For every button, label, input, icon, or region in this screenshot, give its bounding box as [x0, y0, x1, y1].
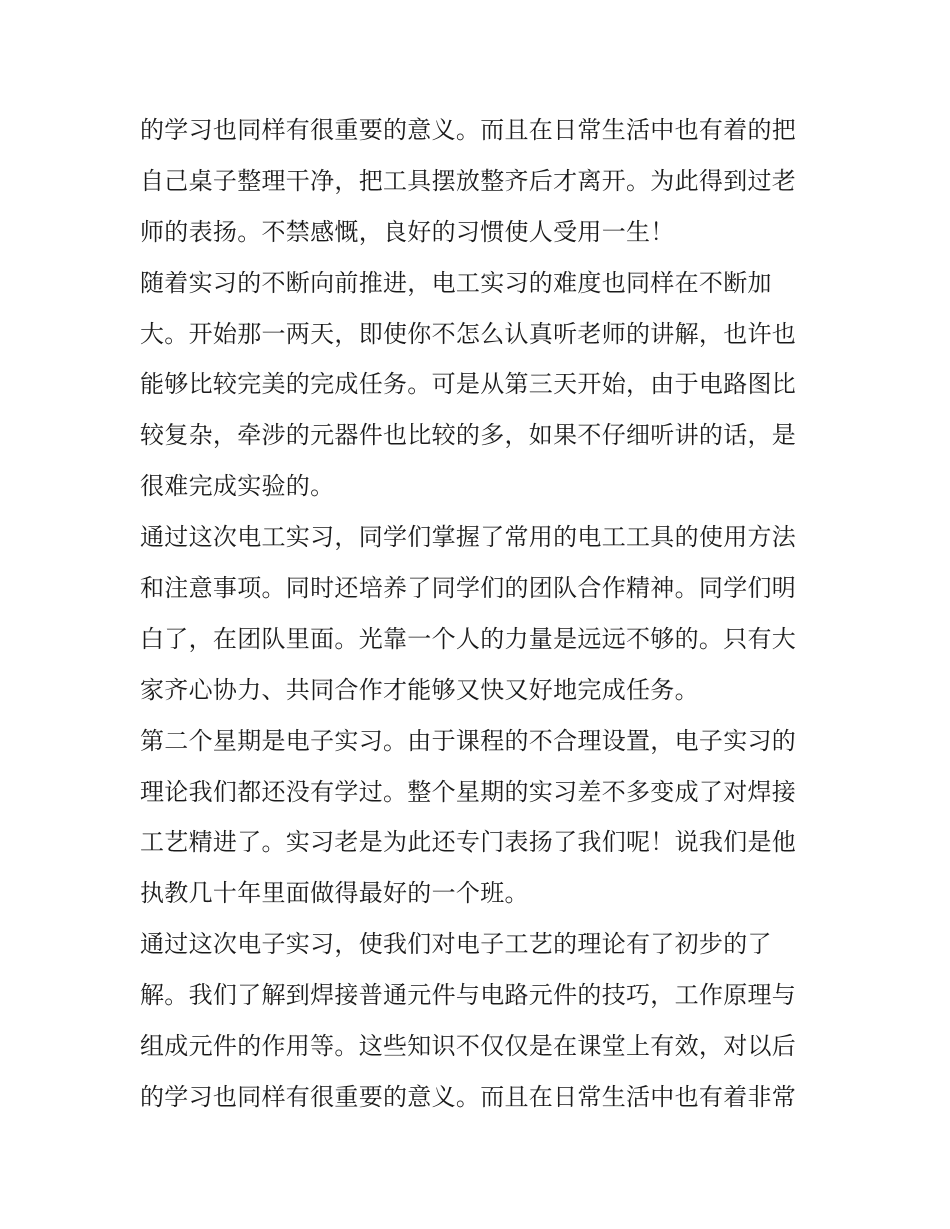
- text-line: 能够比较完美的完成任务。可是从第三天开始，由于电路图比: [140, 370, 797, 399]
- text-line: 较复杂，牵涉的元器件也比较的多，如果不仔细听讲的话，是: [140, 421, 797, 450]
- text-line: 随着实习的不断向前推进，电工实习的难度也同样在不断加: [140, 268, 772, 297]
- text-line: 家齐心协力、共同合作才能够又快又好地完成任务。: [140, 675, 699, 704]
- text-line: 执教几十年里面做得最好的一个班。: [140, 879, 529, 908]
- text-line: 的学习也同样有很重要的意义。而且在日常生活中也有着非常: [140, 1082, 797, 1111]
- text-line: 通过这次电子实习，使我们对电子工艺的理论有了初步的了: [140, 930, 772, 959]
- text-line: 自己桌子整理干净，把工具摆放整齐后才离开。为此得到过老: [140, 166, 797, 195]
- text-line: 第二个星期是电子实习。由于课程的不合理设置，电子实习的: [140, 726, 797, 755]
- body-text: [140, 105, 820, 1123]
- text-line: 大。开始那一两天，即使你不怎么认真听老师的讲解，也许也: [140, 319, 797, 348]
- text-line: 的学习也同样有很重要的意义。而且在日常生活中也有着的把: [140, 116, 797, 144]
- text-line: 白了，在团队里面。光靠一个人的力量是远远不够的。只有大: [140, 624, 797, 653]
- text-line: 通过这次电工实习，同学们掌握了常用的电工工具的使用方法: [140, 523, 797, 552]
- text-line: 解。我们了解到焊接普通元件与电路元件的技巧，工作原理与: [140, 981, 797, 1010]
- text-line: 很难完成实验的。: [140, 472, 335, 501]
- text-line: 理论我们都还没有学过。整个星期的实习差不多变成了对焊接: [140, 777, 797, 806]
- text-line: 工艺精进了。实习老是为此还专门表扬了我们呢！说我们是他: [140, 828, 797, 857]
- text-line: 和注意事项。同时还培养了同学们的团队合作精神。同学们明: [140, 574, 797, 603]
- text-line: 师的表扬。不禁感慨，良好的习惯使人受用一生！: [140, 217, 675, 246]
- text-line: 组成元件的作用等。这些知识不仅仅是在课堂上有效，对以后: [140, 1032, 797, 1061]
